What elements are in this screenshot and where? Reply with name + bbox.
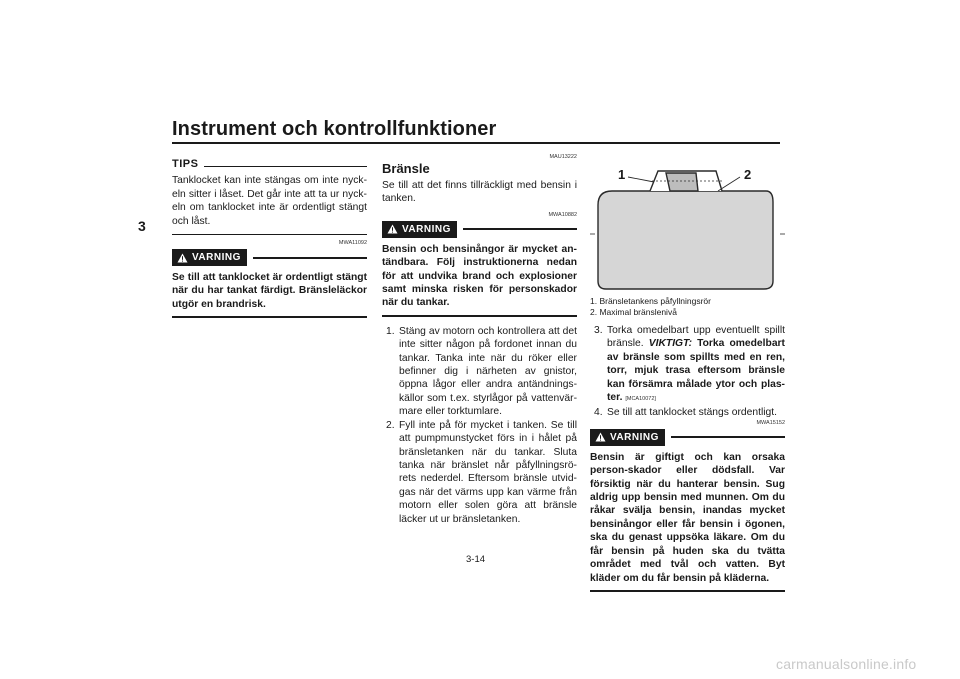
important-text: Torka omedelbart av bränsle som spillts med en ren, torr, mjuk trasa eftersom bränsle kan försämra målade ytor och plas-ter.	[607, 338, 785, 404]
intro-text: Se till att det finns tillräckligt med bensin i tanken.	[382, 180, 577, 205]
list-item	[590, 406, 785, 419]
step-text-plain: Torka omedelbart upp eventuellt spillt bränsle.	[607, 325, 785, 350]
legend-item: 2. Maximal bränslenivå	[590, 307, 677, 317]
warning-header	[382, 221, 577, 238]
warning-code: MWA10882	[548, 211, 577, 218]
steps-list	[590, 324, 785, 420]
warning-badge	[172, 249, 247, 266]
warning-rule	[671, 436, 785, 438]
legend-item: 1. Bränsletankens påfyllningsrör	[590, 296, 711, 306]
fuel-tank-diagram	[590, 157, 785, 292]
important-label: VIKTIGT:	[648, 338, 693, 350]
step-text: Stäng av motorn och kontrollera att det inte sitter någon på fordonet innan du tankar. Tanka inte när du röker eller befinner dig i närheten av gnistor, öppna lågor eller andra antändnings-källor som t.ex. styrlågor på vattenvär-mare eller torktumlare.	[399, 325, 577, 418]
warning-badge	[382, 221, 457, 238]
warning-triangle-icon	[177, 253, 188, 263]
warning-triangle-icon	[387, 224, 398, 234]
tips-text: Tanklocket kan inte stängas om inte nyck-eln sitter i låset. Det går inte att ta ur nyck-eln om tanklocket inte är ordentligt stängt och låst.	[172, 175, 367, 227]
warning-rule	[463, 228, 577, 230]
section-code: MAU13222	[549, 154, 577, 160]
tips-header	[172, 158, 367, 171]
tips-rule	[204, 166, 367, 167]
warning-text: Bensin är giftigt och kan orsaka person-skador eller dödsfall. Var försiktig när du hanterar bensin. Sug aldrig upp bensin med munnen. Om du råkar svälja bensin, inandas mycket bensinångor eller får bensin i ögonen, ska du genast uppsöka läkare. Om du får bensin på huden ska du tvätta området med tvål och vatten. Byt kläder om du får bensin på kläderna.	[590, 451, 785, 584]
warning-triangle-icon	[595, 432, 606, 442]
page-number: 3-14	[466, 554, 486, 565]
step-number: 3.	[594, 325, 603, 336]
page-title: Instrument och kontrollfunktioner	[172, 118, 497, 140]
step-text: Fyll inte på för mycket i tanken. Se till att pumpmunstycket förs in i hålet på bränsletanken när du tankar. Sluta tanka när bränslet når påfyllningsrö-rets nederdel. Eftersom bränsle utvid-gas när det värms upp kan värme från motorn eller solen göra att bränsle läcker ut ur bränsletanken.	[399, 419, 577, 525]
column-3	[590, 157, 785, 592]
callout-2: 2	[744, 167, 752, 182]
warning-end-rule	[172, 316, 367, 318]
watermark: carmanualsonline.info	[776, 656, 917, 672]
column-2	[382, 154, 577, 526]
caution-code: [MCA10072]	[625, 396, 656, 403]
warning-code: MWA11092	[338, 240, 367, 247]
warning-text: Bensin och bensinångor är mycket an-tändbara. Följ instruktionerna nedan för att undvika brand och explosioner samt minska risken för personskador när du tankar.	[382, 243, 577, 309]
list-item	[382, 419, 577, 526]
warning-rule	[253, 257, 367, 259]
warning-header	[590, 429, 785, 446]
warning-label: VARNING	[610, 431, 659, 443]
tips-label: TIPS	[172, 158, 199, 170]
tips-end-rule	[172, 234, 367, 235]
column-1	[172, 157, 367, 318]
step-text: Se till att tanklocket stängs ordentligt.	[607, 407, 777, 419]
step-number: 4.	[594, 407, 603, 419]
warning-label: VARNING	[192, 251, 241, 263]
callout-1: 1	[618, 167, 626, 182]
warning-text: Se till att tanklocket är ordentligt stängt när du har tankat färdigt. Bränsleläckor utgör en brandrisk.	[172, 272, 367, 310]
warning-end-rule	[590, 590, 785, 592]
warning-label: VARNING	[402, 223, 451, 235]
step-text	[607, 324, 785, 406]
figure-legend	[590, 296, 785, 318]
list-item	[590, 324, 785, 406]
warning-badge	[590, 429, 665, 446]
warning-code: MWA15152	[756, 419, 785, 426]
step-number: 2.	[386, 419, 395, 431]
step-number: 1.	[386, 325, 395, 337]
steps-list	[382, 325, 577, 526]
list-item	[382, 325, 577, 419]
chapter-number: 3	[138, 218, 146, 234]
title-rule	[172, 142, 780, 144]
section-title: Bränsle	[382, 161, 430, 176]
warning-end-rule	[382, 315, 577, 317]
warning-header	[172, 249, 367, 266]
